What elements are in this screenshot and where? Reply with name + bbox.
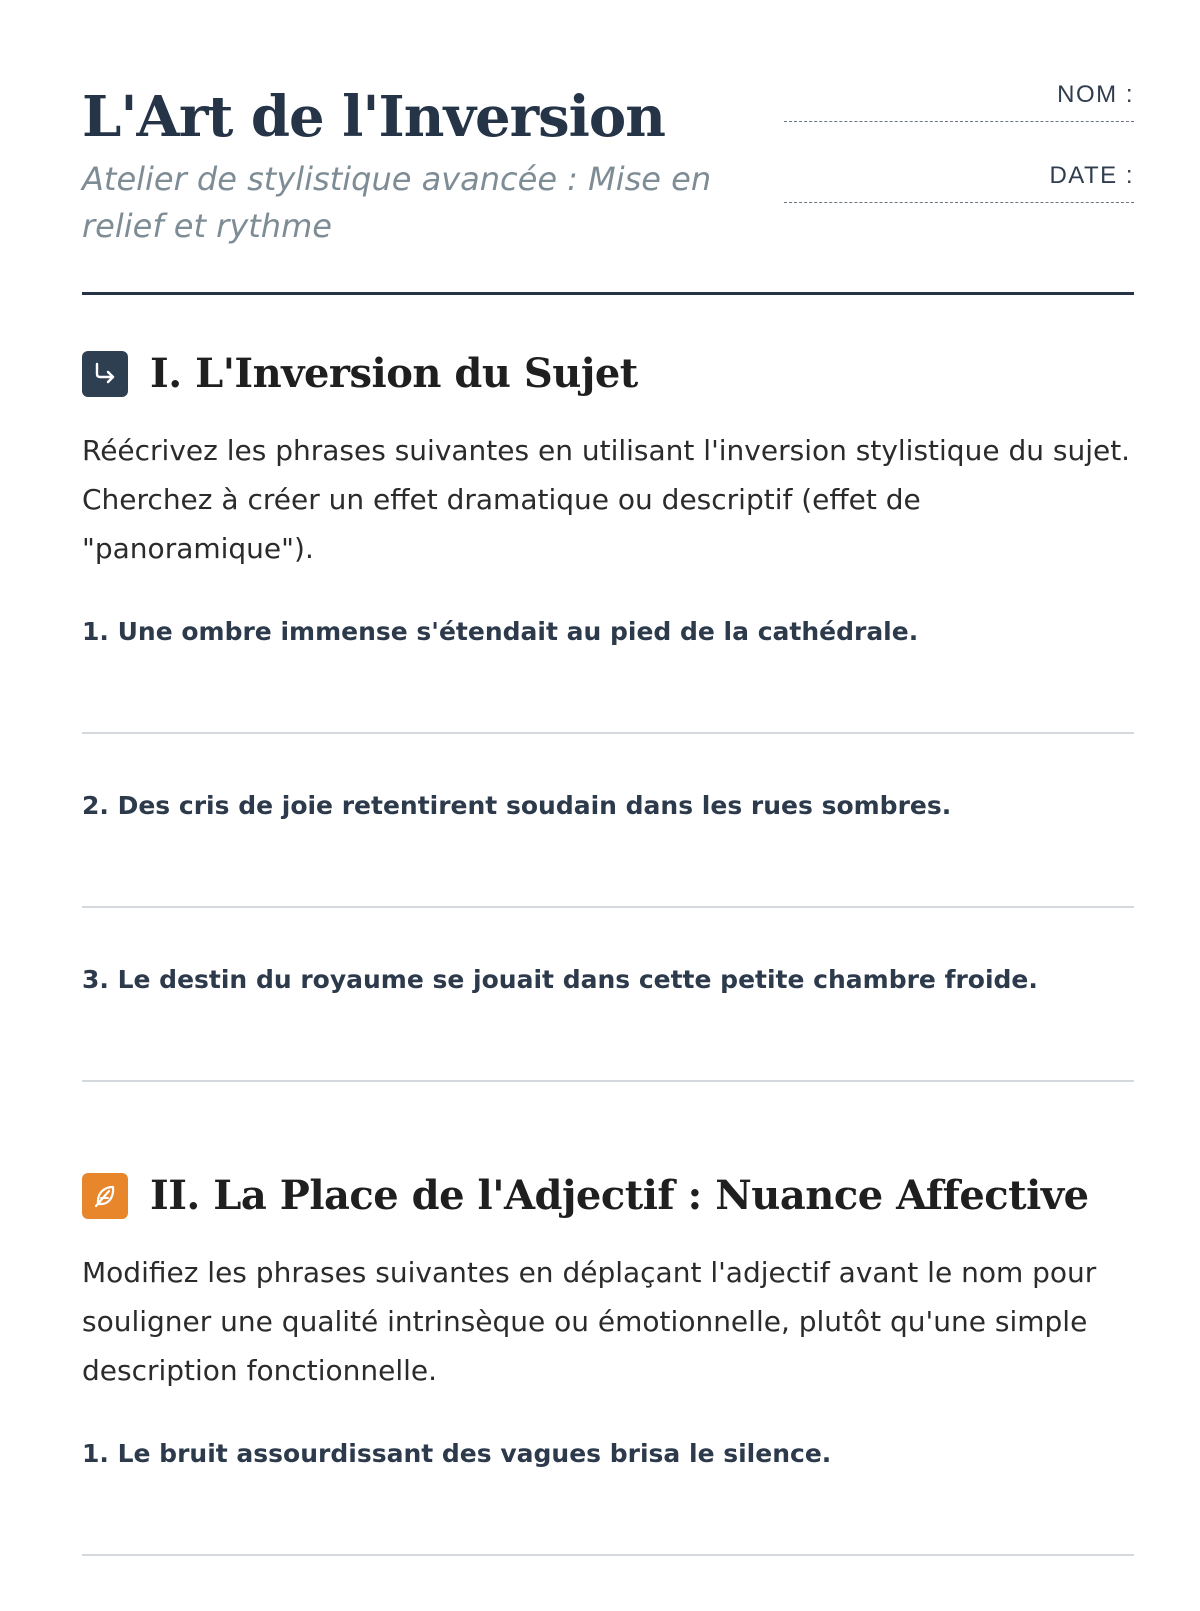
answer-line[interactable] bbox=[82, 1554, 1134, 1556]
section-header bbox=[82, 350, 1134, 398]
section-adjective-placement bbox=[82, 1172, 1134, 1611]
name-label: NOM : bbox=[1057, 81, 1134, 108]
answer-line[interactable] bbox=[82, 1080, 1134, 1082]
exercise-item bbox=[82, 963, 1134, 1137]
section-instruction: Réécrivez les phrases suivantes en utilisant l'inversion stylistique du sujet. Cherchez à créer un effet dramatique ou descriptif (effet de "panoramique"). bbox=[82, 434, 1131, 565]
date-field bbox=[784, 161, 1134, 203]
exercise-prompt: 1. Le bruit assourdissant des vagues brisa le silence. bbox=[82, 1439, 832, 1468]
exercise-list bbox=[82, 615, 1134, 1137]
name-field bbox=[784, 80, 1134, 122]
exercise-item bbox=[82, 1437, 1134, 1611]
answer-line[interactable] bbox=[82, 906, 1134, 908]
section-title: I. L'Inversion du Sujet bbox=[150, 350, 638, 397]
exercise-prompt: 1. Une ombre immense s'étendait au pied de la cathédrale. bbox=[82, 617, 919, 646]
page-subtitle: Atelier de stylistique avancée : Mise en relief et rythme bbox=[82, 160, 712, 245]
date-label: DATE : bbox=[1049, 162, 1134, 189]
name-blank-line bbox=[784, 120, 1134, 122]
arrow-turn-down-right-icon bbox=[82, 351, 128, 397]
exercise-item bbox=[82, 615, 1134, 789]
exercise-item bbox=[82, 789, 1134, 963]
answer-line[interactable] bbox=[82, 732, 1134, 734]
exercise-prompt: 2. Des cris de joie retentirent soudain dans les rues sombres. bbox=[82, 791, 952, 820]
page-title: L'Art de l'Inversion bbox=[82, 84, 665, 150]
date-blank-line bbox=[784, 201, 1134, 203]
exercise-prompt: 3. Le destin du royaume se jouait dans cette petite chambre froide. bbox=[82, 965, 1038, 994]
section-header bbox=[82, 1172, 1134, 1220]
worksheet-page bbox=[82, 0, 1134, 1468]
section-instruction: Modifiez les phrases suivantes en déplaçant l'adjectif avant le nom pour souligner une qualité intrinsèque ou émotionnelle, plutôt qu'une simple description fonctionnelle. bbox=[82, 1256, 1097, 1387]
worksheet-header bbox=[82, 0, 1134, 295]
section-subject-inversion bbox=[82, 350, 1134, 1137]
feather-icon bbox=[82, 1173, 128, 1219]
section-title: II. La Place de l'Adjectif : Nuance Affective bbox=[150, 1172, 1089, 1219]
exercise-list bbox=[82, 1437, 1134, 1611]
